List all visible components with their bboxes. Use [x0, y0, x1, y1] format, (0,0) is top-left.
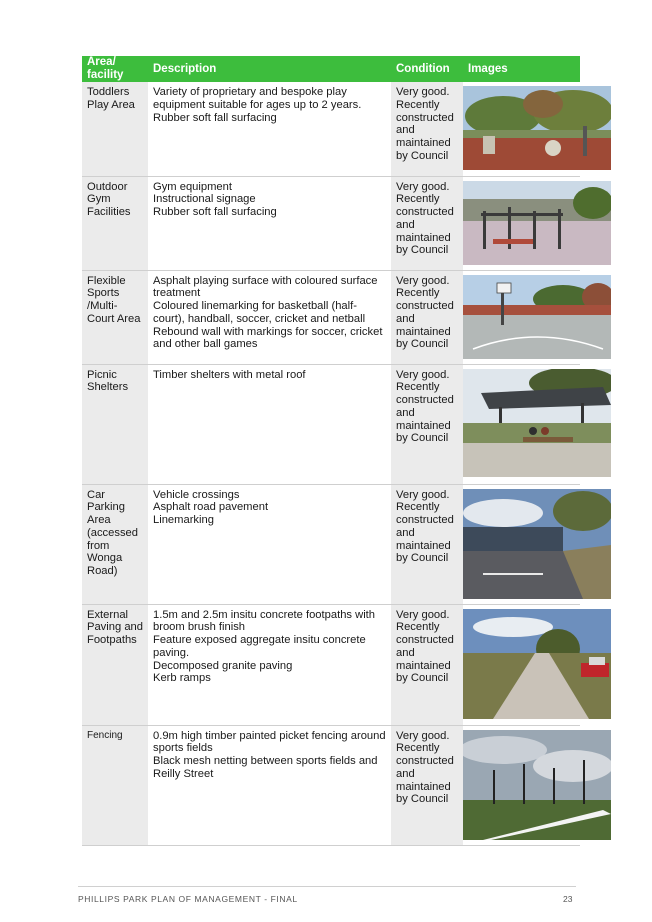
- area-text: Flexible: [87, 274, 126, 287]
- table-row: [82, 176, 580, 270]
- image-cell: [463, 604, 580, 725]
- condition-cell: [391, 725, 463, 845]
- area-cell: [82, 725, 148, 845]
- area-text: Toddlers: [87, 86, 130, 98]
- description-text: Timber shelters with metal roof: [153, 368, 306, 381]
- condition-text: and: [396, 218, 415, 231]
- condition-text: by Council: [396, 244, 449, 257]
- multi-court-photo: [463, 275, 611, 359]
- description-text: Rebound wall with markings for soccer, cricket and other ball games: [153, 325, 383, 351]
- playground-photo: [463, 86, 611, 170]
- condition-text: constructed: [396, 206, 454, 219]
- facilities-table: [82, 56, 580, 846]
- condition-text: by Council: [396, 149, 449, 162]
- area-text: Picnic: [87, 368, 117, 381]
- footer-page-number: 23: [563, 894, 573, 904]
- condition-text: by Council: [396, 793, 449, 806]
- table-row: [82, 725, 580, 845]
- area-cell: [82, 604, 148, 725]
- condition-text: by Council: [396, 552, 449, 565]
- condition-cell: [391, 176, 463, 270]
- area-text: Play Area: [87, 98, 135, 111]
- header-condition: Condition: [391, 56, 463, 82]
- table-row: [82, 270, 580, 364]
- description-cell: [148, 604, 391, 725]
- description-text: 1.5m and 2.5m insitu concrete footpaths with broom brush finish: [153, 608, 376, 634]
- condition-text: maintained: [396, 137, 451, 150]
- image-cell: [463, 364, 580, 484]
- condition-text: Recently: [396, 287, 440, 300]
- area-text: Outdoor: [87, 180, 128, 193]
- description-text: Variety of proprietary and bespoke play equipment suitable for ages up to 2 years.: [153, 86, 362, 111]
- condition-text: and: [396, 767, 415, 780]
- area-text: (accessed: [87, 526, 138, 539]
- description-text: Kerb ramps: [153, 672, 211, 685]
- description-text: Coloured linemarking for basketball (half-court), handball, soccer, cricket and netball: [153, 300, 366, 325]
- header-area: Area/ facility: [82, 56, 148, 82]
- condition-text: Very good.: [396, 488, 450, 501]
- area-text: Area: [87, 514, 111, 527]
- area-text: Court Area: [87, 312, 141, 325]
- condition-cell: [391, 82, 463, 176]
- condition-text: maintained: [396, 419, 451, 432]
- description-text: 0.9m high timber painted picket fencing around sports fields: [153, 729, 386, 755]
- description-cell: [148, 270, 391, 364]
- area-text: Car: [87, 488, 106, 501]
- area-cell: [82, 270, 148, 364]
- table-row: [82, 484, 580, 604]
- area-text: Wonga: [87, 552, 123, 565]
- image-cell: [463, 176, 580, 270]
- condition-text: and: [396, 526, 415, 539]
- area-text: Parking: [87, 501, 125, 514]
- area-text: /Multi-: [87, 300, 118, 313]
- image-cell: [463, 484, 580, 604]
- area-text: External: [87, 608, 129, 621]
- area-text: Shelters: [87, 381, 129, 394]
- condition-text: constructed: [396, 755, 454, 768]
- condition-text: Recently: [396, 742, 440, 755]
- description-cell: [148, 82, 391, 176]
- footer-divider: [78, 886, 576, 887]
- picnic-shelter-photo: [463, 369, 611, 477]
- condition-text: maintained: [396, 231, 451, 244]
- description-text: Black mesh netting between sports fields and Reilly Street: [153, 755, 378, 780]
- condition-text: constructed: [396, 514, 454, 527]
- condition-text: Very good.: [396, 368, 450, 381]
- description-text: Decomposed granite paving: [153, 659, 293, 672]
- condition-cell: [391, 364, 463, 484]
- area-text: Footpaths: [87, 634, 137, 647]
- description-text: Rubber soft fall surfacing: [153, 206, 277, 219]
- condition-text: Very good.: [396, 180, 450, 193]
- description-text: Asphalt playing surface with coloured surface treatment: [153, 274, 378, 300]
- condition-text: by Council: [396, 432, 449, 445]
- condition-text: Recently: [396, 98, 440, 111]
- table-row: [82, 364, 580, 484]
- condition-text: maintained: [396, 325, 451, 338]
- area-text: Facilities: [87, 206, 131, 219]
- condition-text: Very good.: [396, 274, 450, 287]
- condition-text: and: [396, 646, 415, 659]
- area-text: from: [87, 539, 110, 552]
- area-cell: [82, 484, 148, 604]
- image-cell: [463, 725, 580, 845]
- condition-text: Recently: [396, 621, 440, 634]
- condition-text: maintained: [396, 780, 451, 793]
- description-text: Instructional signage: [153, 193, 256, 206]
- table-header-row: [82, 56, 580, 82]
- condition-text: constructed: [396, 111, 454, 124]
- condition-text: maintained: [396, 659, 451, 672]
- image-cell: [463, 270, 580, 364]
- condition-text: Recently: [396, 501, 440, 514]
- area-text: Sports: [87, 287, 120, 300]
- condition-text: Recently: [396, 381, 440, 394]
- condition-text: maintained: [396, 539, 451, 552]
- description-cell: [148, 484, 391, 604]
- description-cell: [148, 176, 391, 270]
- header-description: Description: [148, 56, 391, 82]
- condition-text: by Council: [396, 672, 449, 685]
- condition-text: constructed: [396, 300, 454, 313]
- condition-cell: [391, 604, 463, 725]
- area-text: Paving and: [87, 621, 143, 634]
- condition-text: by Council: [396, 338, 449, 351]
- condition-text: and: [396, 124, 415, 137]
- condition-cell: [391, 270, 463, 364]
- area-cell: [82, 82, 148, 176]
- description-text: Rubber soft fall surfacing: [153, 111, 277, 124]
- description-cell: [148, 725, 391, 845]
- condition-text: Very good.: [396, 86, 450, 98]
- description-text: Asphalt road pavement: [153, 501, 269, 514]
- description-text: Feature exposed aggregate insitu concrete paving.: [153, 634, 366, 659]
- image-cell: [463, 82, 580, 176]
- description-cell: [148, 364, 391, 484]
- condition-text: Recently: [396, 193, 440, 206]
- area-text: Gym: [87, 193, 111, 206]
- condition-text: Very good.: [396, 608, 450, 621]
- condition-text: and: [396, 406, 415, 419]
- area-text: Road): [87, 565, 118, 578]
- table-row: [82, 82, 580, 176]
- description-text: Vehicle crossings: [153, 488, 240, 501]
- condition-text: constructed: [396, 394, 454, 407]
- condition-text: constructed: [396, 634, 454, 647]
- header-images: Images: [463, 56, 580, 82]
- table-row: [82, 604, 580, 725]
- area-cell: [82, 364, 148, 484]
- footer-document-title: PHILLIPS PARK PLAN OF MANAGEMENT - FINAL: [78, 894, 298, 904]
- fencing-photo: [463, 730, 611, 840]
- area-text: Fencing: [87, 729, 123, 741]
- description-text: Gym equipment: [153, 180, 232, 193]
- description-text: Linemarking: [153, 514, 214, 527]
- area-cell: [82, 176, 148, 270]
- footpath-photo: [463, 609, 611, 719]
- condition-text: and: [396, 312, 415, 325]
- condition-text: Very good.: [396, 729, 450, 742]
- condition-cell: [391, 484, 463, 604]
- car-park-photo: [463, 489, 611, 599]
- outdoor-gym-photo: [463, 181, 611, 265]
